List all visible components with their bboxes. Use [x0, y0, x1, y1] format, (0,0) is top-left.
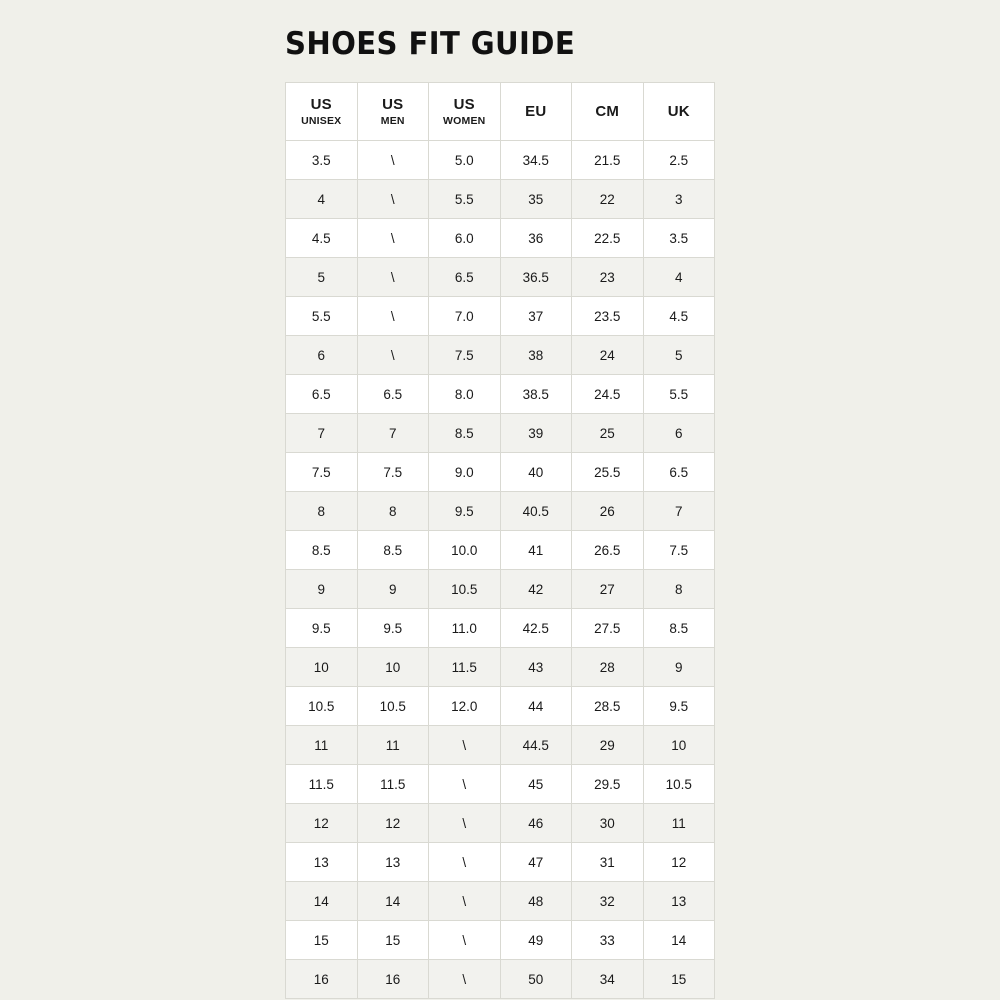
- table-cell: 10: [357, 648, 429, 687]
- table-cell: 5.5: [429, 180, 501, 219]
- table-cell: [429, 882, 501, 921]
- table-body: [286, 141, 715, 999]
- table-cell: 12.0: [429, 687, 501, 726]
- table-cell: 42.5: [500, 609, 572, 648]
- table-cell: 9: [643, 648, 715, 687]
- table-cell: 12: [357, 804, 429, 843]
- table-cell: 38.5: [500, 375, 572, 414]
- table-cell: 9.5: [357, 609, 429, 648]
- table-cell: 11.5: [429, 648, 501, 687]
- table-cell: 3: [643, 180, 715, 219]
- column-header-sub: MEN: [380, 115, 405, 128]
- table-cell: 6.5: [643, 453, 715, 492]
- table-cell: 46: [500, 804, 572, 843]
- table-cell: 13: [286, 843, 358, 882]
- table-cell: 9: [286, 570, 358, 609]
- table-cell: [429, 804, 501, 843]
- column-header-main: US: [310, 95, 332, 113]
- table-cell: 48: [500, 882, 572, 921]
- table-row: [286, 609, 715, 648]
- table-cell: 25.5: [572, 453, 644, 492]
- table-cell: 11.5: [286, 765, 358, 804]
- table-cell: 7: [286, 414, 358, 453]
- table-cell: 8: [643, 570, 715, 609]
- table-cell: [357, 219, 429, 258]
- table-cell: [429, 726, 501, 765]
- table-cell: 5.5: [643, 375, 715, 414]
- table-cell: 40: [500, 453, 572, 492]
- not-available-mark: \: [390, 269, 395, 285]
- table-cell: 43: [500, 648, 572, 687]
- table-cell: 21.5: [572, 141, 644, 180]
- table-cell: 22.5: [572, 219, 644, 258]
- column-header-eu: [500, 83, 572, 141]
- table-cell: 4: [643, 258, 715, 297]
- column-header-main: UK: [667, 102, 690, 120]
- table-row: [286, 843, 715, 882]
- table-cell: 2.5: [643, 141, 715, 180]
- table-cell: 9.5: [643, 687, 715, 726]
- column-header-main: US: [382, 95, 404, 113]
- table-cell: 25: [572, 414, 644, 453]
- table-cell: 31: [572, 843, 644, 882]
- table-cell: [429, 960, 501, 999]
- table-cell: 6.5: [429, 258, 501, 297]
- table-row: [286, 297, 715, 336]
- table-row: [286, 921, 715, 960]
- table-cell: 5.5: [286, 297, 358, 336]
- table-cell: 13: [357, 843, 429, 882]
- table-cell: 14: [286, 882, 358, 921]
- column-header-uk: [643, 83, 715, 141]
- table-cell: 8: [357, 492, 429, 531]
- table-cell: 26.5: [572, 531, 644, 570]
- table-cell: 7.0: [429, 297, 501, 336]
- table-cell: 10.5: [286, 687, 358, 726]
- table-cell: 9.5: [429, 492, 501, 531]
- table-cell: 30: [572, 804, 644, 843]
- table-cell: 13: [643, 882, 715, 921]
- table-cell: 29: [572, 726, 644, 765]
- table-cell: 14: [643, 921, 715, 960]
- table-cell: 44.5: [500, 726, 572, 765]
- table-row: [286, 765, 715, 804]
- table-cell: 34: [572, 960, 644, 999]
- table-cell: 4: [286, 180, 358, 219]
- table-cell: [357, 336, 429, 375]
- table-cell: 24.5: [572, 375, 644, 414]
- table-cell: 10.5: [357, 687, 429, 726]
- table-cell: 36: [500, 219, 572, 258]
- table-cell: 10.5: [643, 765, 715, 804]
- table-cell: 8.5: [643, 609, 715, 648]
- table-cell: 27: [572, 570, 644, 609]
- table-cell: 7: [357, 414, 429, 453]
- table-cell: 34.5: [500, 141, 572, 180]
- not-available-mark: \: [462, 932, 467, 948]
- table-row: [286, 531, 715, 570]
- table-row: [286, 492, 715, 531]
- table-cell: 45: [500, 765, 572, 804]
- table-cell: 8: [286, 492, 358, 531]
- table-header: [286, 83, 715, 141]
- table-row: [286, 804, 715, 843]
- table-cell: [357, 258, 429, 297]
- table-cell: 7.5: [357, 453, 429, 492]
- column-header-main: EU: [525, 102, 547, 120]
- column-header-us-women: [429, 83, 501, 141]
- table-cell: 49: [500, 921, 572, 960]
- table-cell: 37: [500, 297, 572, 336]
- table-cell: 4.5: [643, 297, 715, 336]
- table-cell: 7: [643, 492, 715, 531]
- not-available-mark: \: [462, 737, 467, 753]
- table-cell: 38: [500, 336, 572, 375]
- table-row: [286, 219, 715, 258]
- table-cell: 41: [500, 531, 572, 570]
- table-cell: 6: [643, 414, 715, 453]
- column-header-main: US: [453, 95, 475, 113]
- table-cell: 8.5: [286, 531, 358, 570]
- table-cell: 42: [500, 570, 572, 609]
- table-cell: 7.5: [429, 336, 501, 375]
- table-cell: 10.5: [429, 570, 501, 609]
- not-available-mark: \: [462, 815, 467, 831]
- table-row: [286, 726, 715, 765]
- table-cell: 36.5: [500, 258, 572, 297]
- table-row: [286, 375, 715, 414]
- column-header-sub: UNISEX: [301, 115, 342, 128]
- not-available-mark: \: [390, 191, 395, 207]
- table-cell: 9.5: [286, 609, 358, 648]
- column-header-cm: [572, 83, 644, 141]
- table-cell: 11.0: [429, 609, 501, 648]
- table-cell: 22: [572, 180, 644, 219]
- table-cell: 6.5: [357, 375, 429, 414]
- table-cell: [357, 297, 429, 336]
- table-cell: 39: [500, 414, 572, 453]
- table-cell: 10.0: [429, 531, 501, 570]
- table-cell: 24: [572, 336, 644, 375]
- not-available-mark: \: [462, 971, 467, 987]
- table-cell: 16: [286, 960, 358, 999]
- table-cell: 10: [286, 648, 358, 687]
- table-cell: 27.5: [572, 609, 644, 648]
- table-cell: 44: [500, 687, 572, 726]
- table-row: [286, 336, 715, 375]
- table-cell: 11: [286, 726, 358, 765]
- size-table-container: [285, 82, 715, 999]
- column-header-us-men: [357, 83, 429, 141]
- table-cell: 5.0: [429, 141, 501, 180]
- not-available-mark: \: [390, 347, 395, 363]
- table-row: [286, 414, 715, 453]
- table-cell: [357, 180, 429, 219]
- not-available-mark: \: [390, 230, 395, 246]
- table-cell: 3.5: [643, 219, 715, 258]
- column-header-main: CM: [595, 102, 620, 120]
- not-available-mark: \: [390, 152, 395, 168]
- table-row: [286, 258, 715, 297]
- table-cell: 8.5: [429, 414, 501, 453]
- table-cell: [429, 921, 501, 960]
- not-available-mark: \: [462, 854, 467, 870]
- table-cell: 14: [357, 882, 429, 921]
- table-cell: 5: [643, 336, 715, 375]
- table-row: [286, 570, 715, 609]
- table-cell: 32: [572, 882, 644, 921]
- table-cell: 16: [357, 960, 429, 999]
- shoe-size-table: [285, 82, 715, 999]
- table-cell: 7.5: [643, 531, 715, 570]
- table-cell: 7.5: [286, 453, 358, 492]
- table-cell: 28.5: [572, 687, 644, 726]
- table-row: [286, 882, 715, 921]
- table-row: [286, 453, 715, 492]
- table-cell: 3.5: [286, 141, 358, 180]
- table-cell: 11: [357, 726, 429, 765]
- page-title: SHOES FIT GUIDE: [285, 26, 576, 62]
- table-cell: 47: [500, 843, 572, 882]
- table-row: [286, 960, 715, 999]
- table-cell: 11: [643, 804, 715, 843]
- table-row: [286, 648, 715, 687]
- table-cell: [429, 843, 501, 882]
- not-available-mark: \: [390, 308, 395, 324]
- table-cell: 8.5: [357, 531, 429, 570]
- table-cell: 12: [286, 804, 358, 843]
- table-cell: 10: [643, 726, 715, 765]
- table-row: [286, 687, 715, 726]
- table-row: [286, 180, 715, 219]
- table-cell: [429, 765, 501, 804]
- table-cell: 40.5: [500, 492, 572, 531]
- table-cell: 23.5: [572, 297, 644, 336]
- table-cell: 6.0: [429, 219, 501, 258]
- table-cell: 8.0: [429, 375, 501, 414]
- table-cell: 5: [286, 258, 358, 297]
- table-cell: 11.5: [357, 765, 429, 804]
- table-cell: 28: [572, 648, 644, 687]
- table-cell: 9: [357, 570, 429, 609]
- table-cell: 33: [572, 921, 644, 960]
- not-available-mark: \: [462, 893, 467, 909]
- not-available-mark: \: [462, 776, 467, 792]
- table-row: [286, 141, 715, 180]
- table-cell: [357, 141, 429, 180]
- table-cell: 4.5: [286, 219, 358, 258]
- column-header-sub: WOMEN: [443, 115, 486, 128]
- table-cell: 29.5: [572, 765, 644, 804]
- table-cell: 35: [500, 180, 572, 219]
- table-header-row: [286, 83, 715, 141]
- table-cell: 50: [500, 960, 572, 999]
- table-cell: 9.0: [429, 453, 501, 492]
- table-cell: 6.5: [286, 375, 358, 414]
- table-cell: 15: [286, 921, 358, 960]
- table-cell: 6: [286, 336, 358, 375]
- table-cell: 15: [643, 960, 715, 999]
- table-cell: 23: [572, 258, 644, 297]
- column-header-us-unisex: [286, 83, 358, 141]
- table-cell: 15: [357, 921, 429, 960]
- table-cell: 26: [572, 492, 644, 531]
- table-cell: 12: [643, 843, 715, 882]
